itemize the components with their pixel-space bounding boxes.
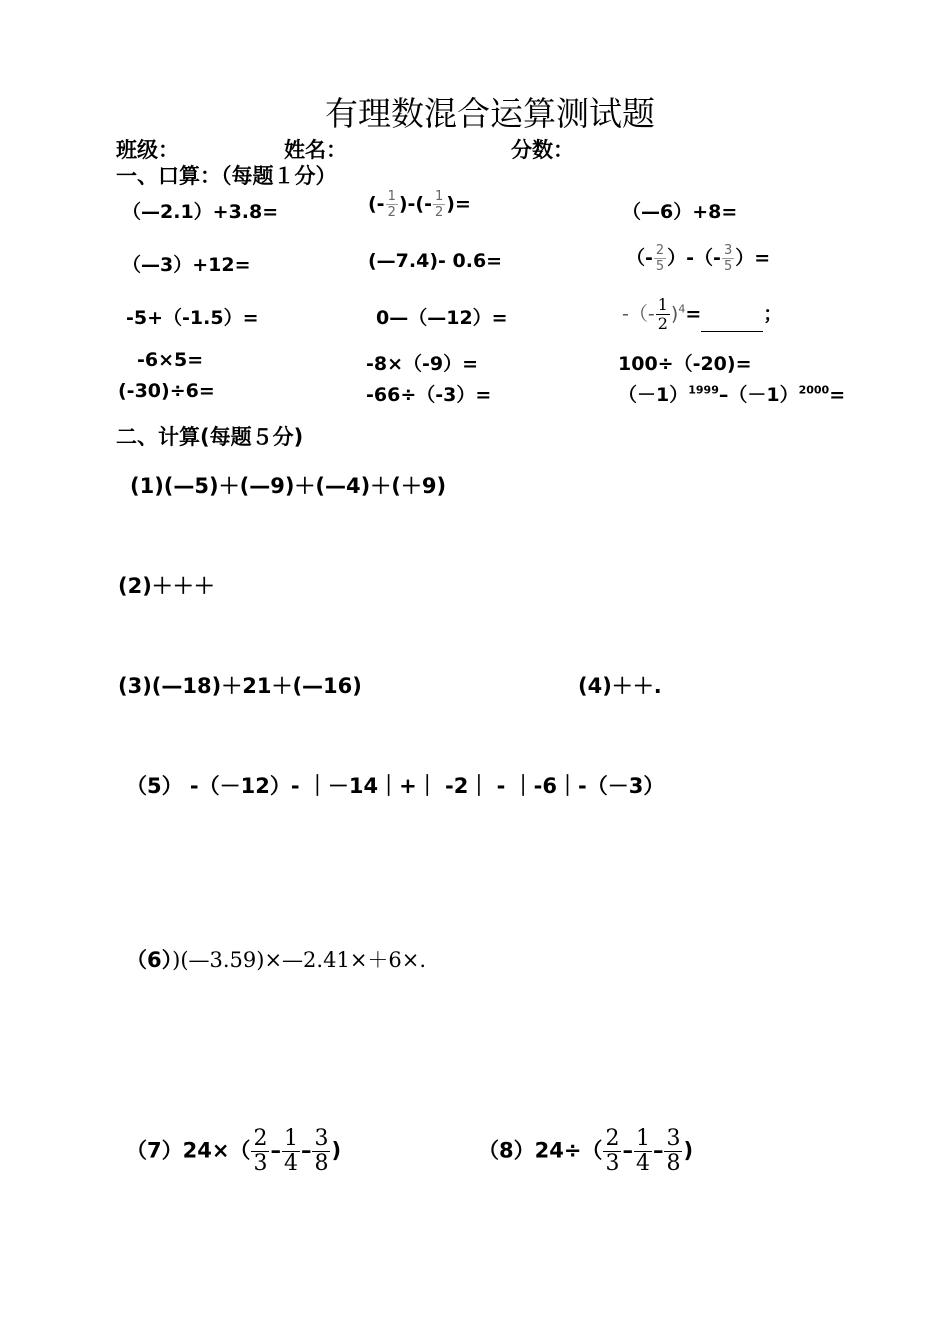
section1-heading: 一、口算：（每题１分） xyxy=(116,164,337,188)
section2-heading: 二、计算(每题５分) xyxy=(116,425,304,449)
fraction-three-fifths: $\frac{3}{5}$ xyxy=(723,243,733,274)
fraction-half: $\frac{1}{2}$ xyxy=(657,295,668,333)
oral-q12: 100÷（-20)= xyxy=(618,353,752,375)
problem-5: （5） -（－12）- ｜－14｜+｜ -2｜ - ｜-6｜-（－3） xyxy=(126,774,665,798)
answer-blank xyxy=(701,313,763,332)
oral-q10: -6×5= xyxy=(137,349,204,371)
oral-q4: （—3）+12= xyxy=(122,254,251,276)
class-label: 班级： xyxy=(116,138,179,162)
oral-q8: 0—（—12）= xyxy=(376,307,508,329)
fraction-two-thirds: $\frac{2}{3}$ xyxy=(253,1126,268,1176)
page-title: 有理数混合运算测试题 xyxy=(325,94,655,133)
problem-6: （6）)(—3.59)×—2.41×＋6×. xyxy=(126,948,427,972)
problem-7: （7）24×（ $\frac{2}{3}$ – $\frac{1}{4}$ – $\frac{3}{8}$ ) xyxy=(126,1126,342,1176)
score-label: 分数： xyxy=(511,138,574,162)
fraction-one-quarter: $\frac{1}{4}$ xyxy=(635,1126,650,1176)
problem-3: (3)(—18)＋21＋(—16) xyxy=(118,674,362,698)
oral-q15: $(-1)^{1999}-(-1)^{2000}=$ xyxy=(618,383,846,406)
problem-1: (1)(—5)＋(—9)＋(—4)＋(＋9) xyxy=(130,474,447,498)
problem-2: (2)＋＋＋ xyxy=(118,574,215,598)
oral-q1: （—2.1）+3.8= xyxy=(122,201,279,223)
oral-q13: (-30)÷6= xyxy=(118,380,215,402)
oral-q14: -66÷（-3）= xyxy=(366,384,492,406)
oral-q3: （—6）+8= xyxy=(622,201,738,223)
oral-q6: （- $\frac{2}{5}$ ）-（- $\frac{3}{5}$ ）= xyxy=(626,243,771,274)
oral-q2: (- $\frac{1}{2}$ )-(- $\frac{1}{2}$ )= xyxy=(368,189,471,220)
fraction-three-eighths: $\frac{3}{8}$ xyxy=(314,1126,329,1176)
oral-q11: -8×（-9）= xyxy=(366,353,479,375)
fraction-two-thirds: $\frac{2}{3}$ xyxy=(605,1126,620,1176)
fraction-two-fifths: $\frac{2}{5}$ xyxy=(655,243,665,274)
oral-q5: (—7.4)- 0.6= xyxy=(368,250,503,272)
name-label: 姓名： xyxy=(284,138,347,162)
fraction-three-eighths: $\frac{3}{8}$ xyxy=(666,1126,681,1176)
fraction-half: $\frac{1}{2}$ xyxy=(435,189,444,220)
oral-q7: -5+（-1.5）= xyxy=(126,307,259,329)
fraction-one-quarter: $\frac{1}{4}$ xyxy=(283,1126,298,1176)
fraction-half: $\frac{1}{2}$ xyxy=(387,189,396,220)
problem-8: （8）24÷（ $\frac{2}{3}$ – $\frac{1}{4}$ – $\frac{3}{8}$ ) xyxy=(478,1126,694,1176)
problem-4: (4)＋＋. xyxy=(578,674,662,698)
oral-q9: -（- $\frac{1}{2}$ )$^4$= ； xyxy=(622,295,783,333)
